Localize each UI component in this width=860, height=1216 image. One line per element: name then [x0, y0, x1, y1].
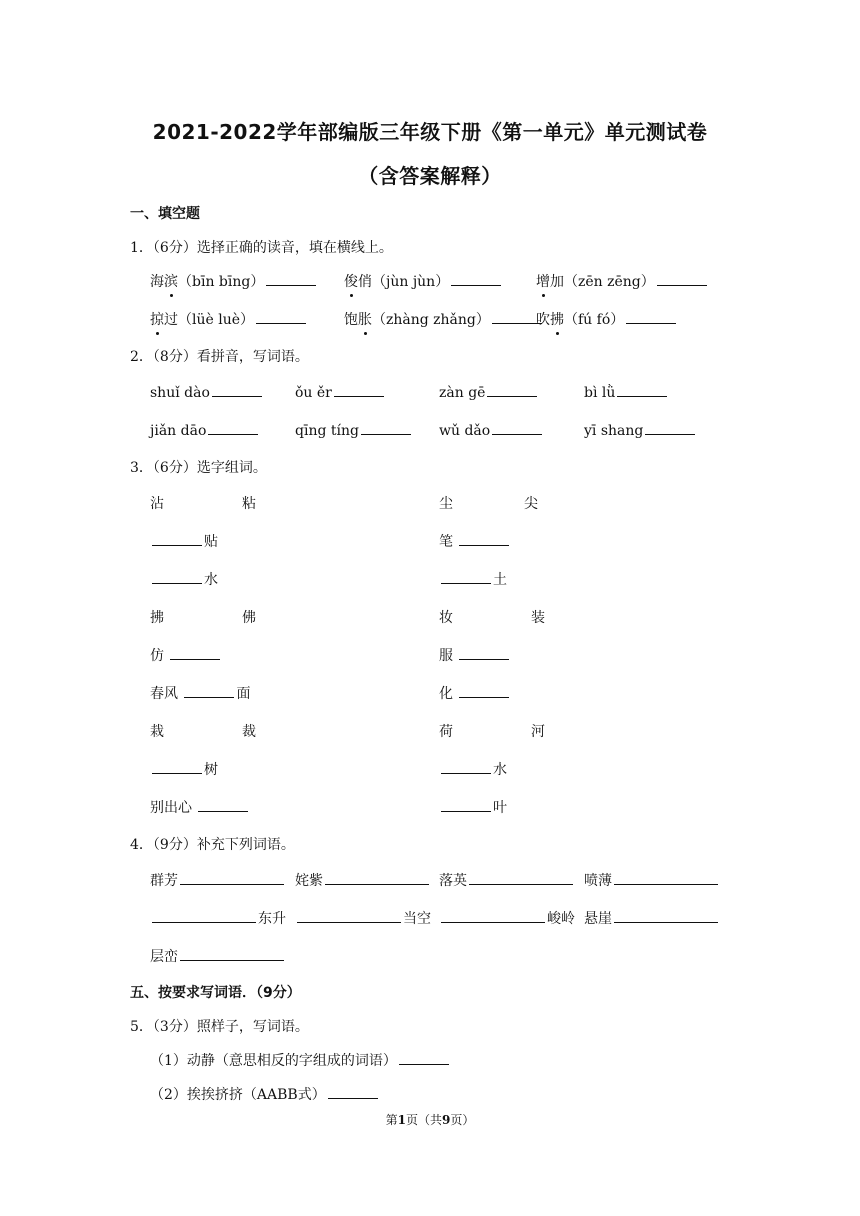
char-pair — [531, 607, 545, 627]
answer-blank[interactable] — [180, 948, 284, 961]
pinyin-options: （zēn zēng） — [564, 274, 655, 290]
dotted-char: 俊 — [344, 271, 358, 291]
total-pages: 9 — [442, 1113, 451, 1127]
sub-question-text: （1）动静（意思相反的字组成的词语） — [150, 1053, 397, 1069]
dotted-char: 掠 — [150, 309, 164, 329]
section-heading-write-words: 五、按要求写词语．（9分） — [130, 985, 301, 1001]
dotted-char: 胀 — [358, 309, 372, 329]
word-part: 贴 — [204, 534, 218, 550]
compound-item — [150, 569, 218, 589]
question-5-stem: 5．（3分）照样子，写词语。 — [130, 1019, 309, 1035]
q5-sub-1 — [150, 1050, 451, 1070]
pinyin-prompt: shuǐ dào — [150, 385, 210, 401]
answer-blank[interactable] — [492, 311, 542, 324]
page-subtitle: （含答案解释） — [358, 164, 502, 188]
answer-blank[interactable] — [614, 910, 718, 923]
word-part: 过 — [164, 312, 178, 328]
pinyin-options: （bīn bīng） — [178, 274, 265, 290]
answer-blank[interactable] — [325, 872, 429, 885]
word-part: 姹紫 — [295, 873, 323, 889]
char-pair — [242, 721, 256, 741]
answer-blank[interactable] — [441, 571, 491, 584]
word-part: 层峦 — [150, 949, 178, 965]
answer-blank[interactable] — [212, 384, 262, 397]
answer-blank[interactable] — [459, 685, 509, 698]
dotted-char: 滨 — [164, 271, 178, 291]
char-pair — [531, 721, 545, 741]
char-option: 妆 — [439, 610, 453, 626]
compound-item — [439, 645, 511, 665]
char-option: 拂 — [150, 610, 164, 626]
idiom-item — [150, 908, 286, 928]
idiom-item — [439, 908, 575, 928]
answer-blank[interactable] — [184, 685, 234, 698]
q1-item-1 — [150, 271, 318, 291]
footer-text: 页（共 — [405, 1113, 442, 1127]
char-option: 粘 — [242, 496, 256, 512]
word-part: 树 — [204, 762, 218, 778]
q2-item-8 — [584, 422, 697, 439]
answer-blank[interactable] — [657, 273, 707, 286]
idiom-item — [584, 870, 720, 890]
q1-item-2 — [344, 271, 503, 291]
pinyin-prompt: wǔ dǎo — [439, 423, 491, 439]
q1-item-5 — [344, 309, 544, 329]
char-pair — [150, 493, 164, 513]
pinyin-options: （zhàng zhǎng） — [372, 312, 490, 328]
compound-item — [439, 759, 507, 779]
footer-text: 第 — [385, 1113, 398, 1127]
char-pair — [524, 493, 538, 513]
compound-item — [150, 683, 250, 703]
char-option: 荷 — [439, 724, 453, 740]
compound-item — [150, 797, 250, 817]
page-number: 1 — [397, 1113, 406, 1127]
word-part: 水 — [493, 762, 507, 778]
pinyin-prompt: yī shang — [584, 423, 644, 439]
answer-blank[interactable] — [180, 872, 284, 885]
word-part: 当空 — [403, 911, 431, 927]
pinyin-options: （fú fó） — [564, 312, 625, 328]
answer-blank[interactable] — [297, 910, 401, 923]
idiom-item — [295, 908, 431, 928]
answer-blank[interactable] — [208, 422, 258, 435]
idiom-item — [150, 946, 286, 966]
answer-blank[interactable] — [152, 910, 256, 923]
answer-blank[interactable] — [328, 1086, 378, 1099]
answer-blank[interactable] — [487, 384, 537, 397]
word-part: 俏 — [358, 274, 372, 290]
char-option: 尖 — [524, 496, 538, 512]
word-part: 悬崖 — [584, 911, 612, 927]
word-part: 别出心 — [150, 800, 192, 816]
word-part: 落英 — [439, 873, 467, 889]
char-option: 装 — [531, 610, 545, 626]
answer-blank[interactable] — [492, 422, 542, 435]
compound-item — [439, 683, 511, 703]
word-part: 饱 — [344, 312, 358, 328]
answer-blank[interactable] — [441, 761, 491, 774]
char-option: 沾 — [150, 496, 164, 512]
q2-item-1 — [150, 384, 264, 401]
answer-blank[interactable] — [614, 872, 718, 885]
word-part: 笔 — [439, 534, 453, 550]
word-part: 土 — [493, 572, 507, 588]
answer-blank[interactable] — [334, 384, 384, 397]
idiom-item — [439, 870, 575, 890]
question-3-stem: 3．（6分）选字组词。 — [130, 460, 267, 476]
q2-item-2 — [295, 384, 386, 401]
pinyin-prompt: zàn gē — [439, 385, 486, 401]
answer-blank[interactable] — [645, 422, 695, 435]
q1-item-3 — [536, 271, 709, 291]
char-option: 尘 — [439, 496, 453, 512]
answer-blank[interactable] — [441, 910, 545, 923]
compound-item — [150, 645, 222, 665]
word-part: 春风 — [150, 686, 178, 702]
idiom-item — [150, 870, 286, 890]
char-pair — [439, 721, 453, 741]
char-option: 裁 — [242, 724, 256, 740]
footer-text: 页） — [450, 1113, 475, 1127]
char-pair — [150, 607, 164, 627]
word-part: 群芳 — [150, 873, 178, 889]
char-pair — [242, 607, 256, 627]
pinyin-prompt: bì lǜ — [584, 385, 616, 401]
char-option: 佛 — [242, 610, 256, 626]
q2-item-4 — [584, 384, 669, 401]
q1-item-4 — [150, 309, 308, 329]
pinyin-prompt: qīng tíng — [295, 423, 359, 439]
word-part: 水 — [204, 572, 218, 588]
char-pair — [439, 607, 453, 627]
char-pair — [242, 493, 256, 513]
word-part: 吹 — [536, 312, 550, 328]
word-part: 喷薄 — [584, 873, 612, 889]
word-part: 海 — [150, 274, 164, 290]
word-part: 化 — [439, 686, 453, 702]
q2-item-5 — [150, 422, 260, 439]
dotted-char: 拂 — [550, 309, 564, 329]
page-footer — [0, 1111, 860, 1128]
compound-item — [150, 531, 218, 551]
q5-sub-2 — [150, 1084, 380, 1104]
question-1-stem: 1．（6分）选择正确的读音，填在横线上。 — [130, 240, 393, 256]
char-option: 栽 — [150, 724, 164, 740]
word-part: 峻岭 — [547, 911, 575, 927]
answer-blank[interactable] — [459, 533, 509, 546]
sub-question-text: （2）挨挨挤挤（AABB式） — [150, 1087, 326, 1103]
char-option: 河 — [531, 724, 545, 740]
question-2-stem: 2．（8分）看拼音，写词语。 — [130, 349, 309, 365]
q2-item-7 — [439, 422, 544, 439]
question-4-stem: 4．（9分）补充下列词语。 — [130, 837, 295, 853]
compound-item — [439, 569, 507, 589]
pinyin-options: （jùn jùn） — [372, 274, 450, 290]
char-pair — [439, 493, 453, 513]
idiom-item — [584, 908, 720, 928]
q2-item-6 — [295, 422, 413, 439]
answer-blank[interactable] — [170, 647, 220, 660]
answer-blank[interactable] — [469, 872, 573, 885]
word-part: 加 — [550, 274, 564, 290]
compound-item — [439, 797, 507, 817]
answer-blank[interactable] — [256, 311, 306, 324]
word-part: 叶 — [493, 800, 507, 816]
answer-blank[interactable] — [441, 799, 491, 812]
page-title: 2021-2022学年部编版三年级下册《第一单元》单元测试卷 — [152, 120, 708, 144]
q2-item-3 — [439, 384, 539, 401]
pinyin-prompt: ǒu ěr — [295, 385, 332, 401]
compound-item — [150, 759, 218, 779]
word-part: 服 — [439, 648, 453, 664]
answer-blank[interactable] — [399, 1052, 449, 1065]
compound-item — [439, 531, 511, 551]
word-part: 东升 — [258, 911, 286, 927]
answer-blank[interactable] — [152, 761, 202, 774]
idiom-item — [295, 870, 431, 890]
answer-blank[interactable] — [152, 571, 202, 584]
q1-item-6 — [536, 309, 678, 329]
answer-blank[interactable] — [626, 311, 676, 324]
answer-blank[interactable] — [198, 799, 248, 812]
answer-blank[interactable] — [152, 533, 202, 546]
section-heading-fill-in: 一、填空题 — [130, 206, 200, 222]
word-part: 面 — [236, 686, 251, 702]
word-part: 仿 — [150, 648, 164, 664]
answer-blank[interactable] — [361, 422, 411, 435]
answer-blank[interactable] — [459, 647, 509, 660]
pinyin-prompt: jiǎn dāo — [150, 423, 207, 439]
char-pair — [150, 721, 164, 741]
answer-blank[interactable] — [617, 384, 667, 397]
answer-blank[interactable] — [266, 273, 316, 286]
pinyin-options: （lüè luè） — [178, 312, 255, 328]
answer-blank[interactable] — [451, 273, 501, 286]
dotted-char: 增 — [536, 271, 550, 291]
